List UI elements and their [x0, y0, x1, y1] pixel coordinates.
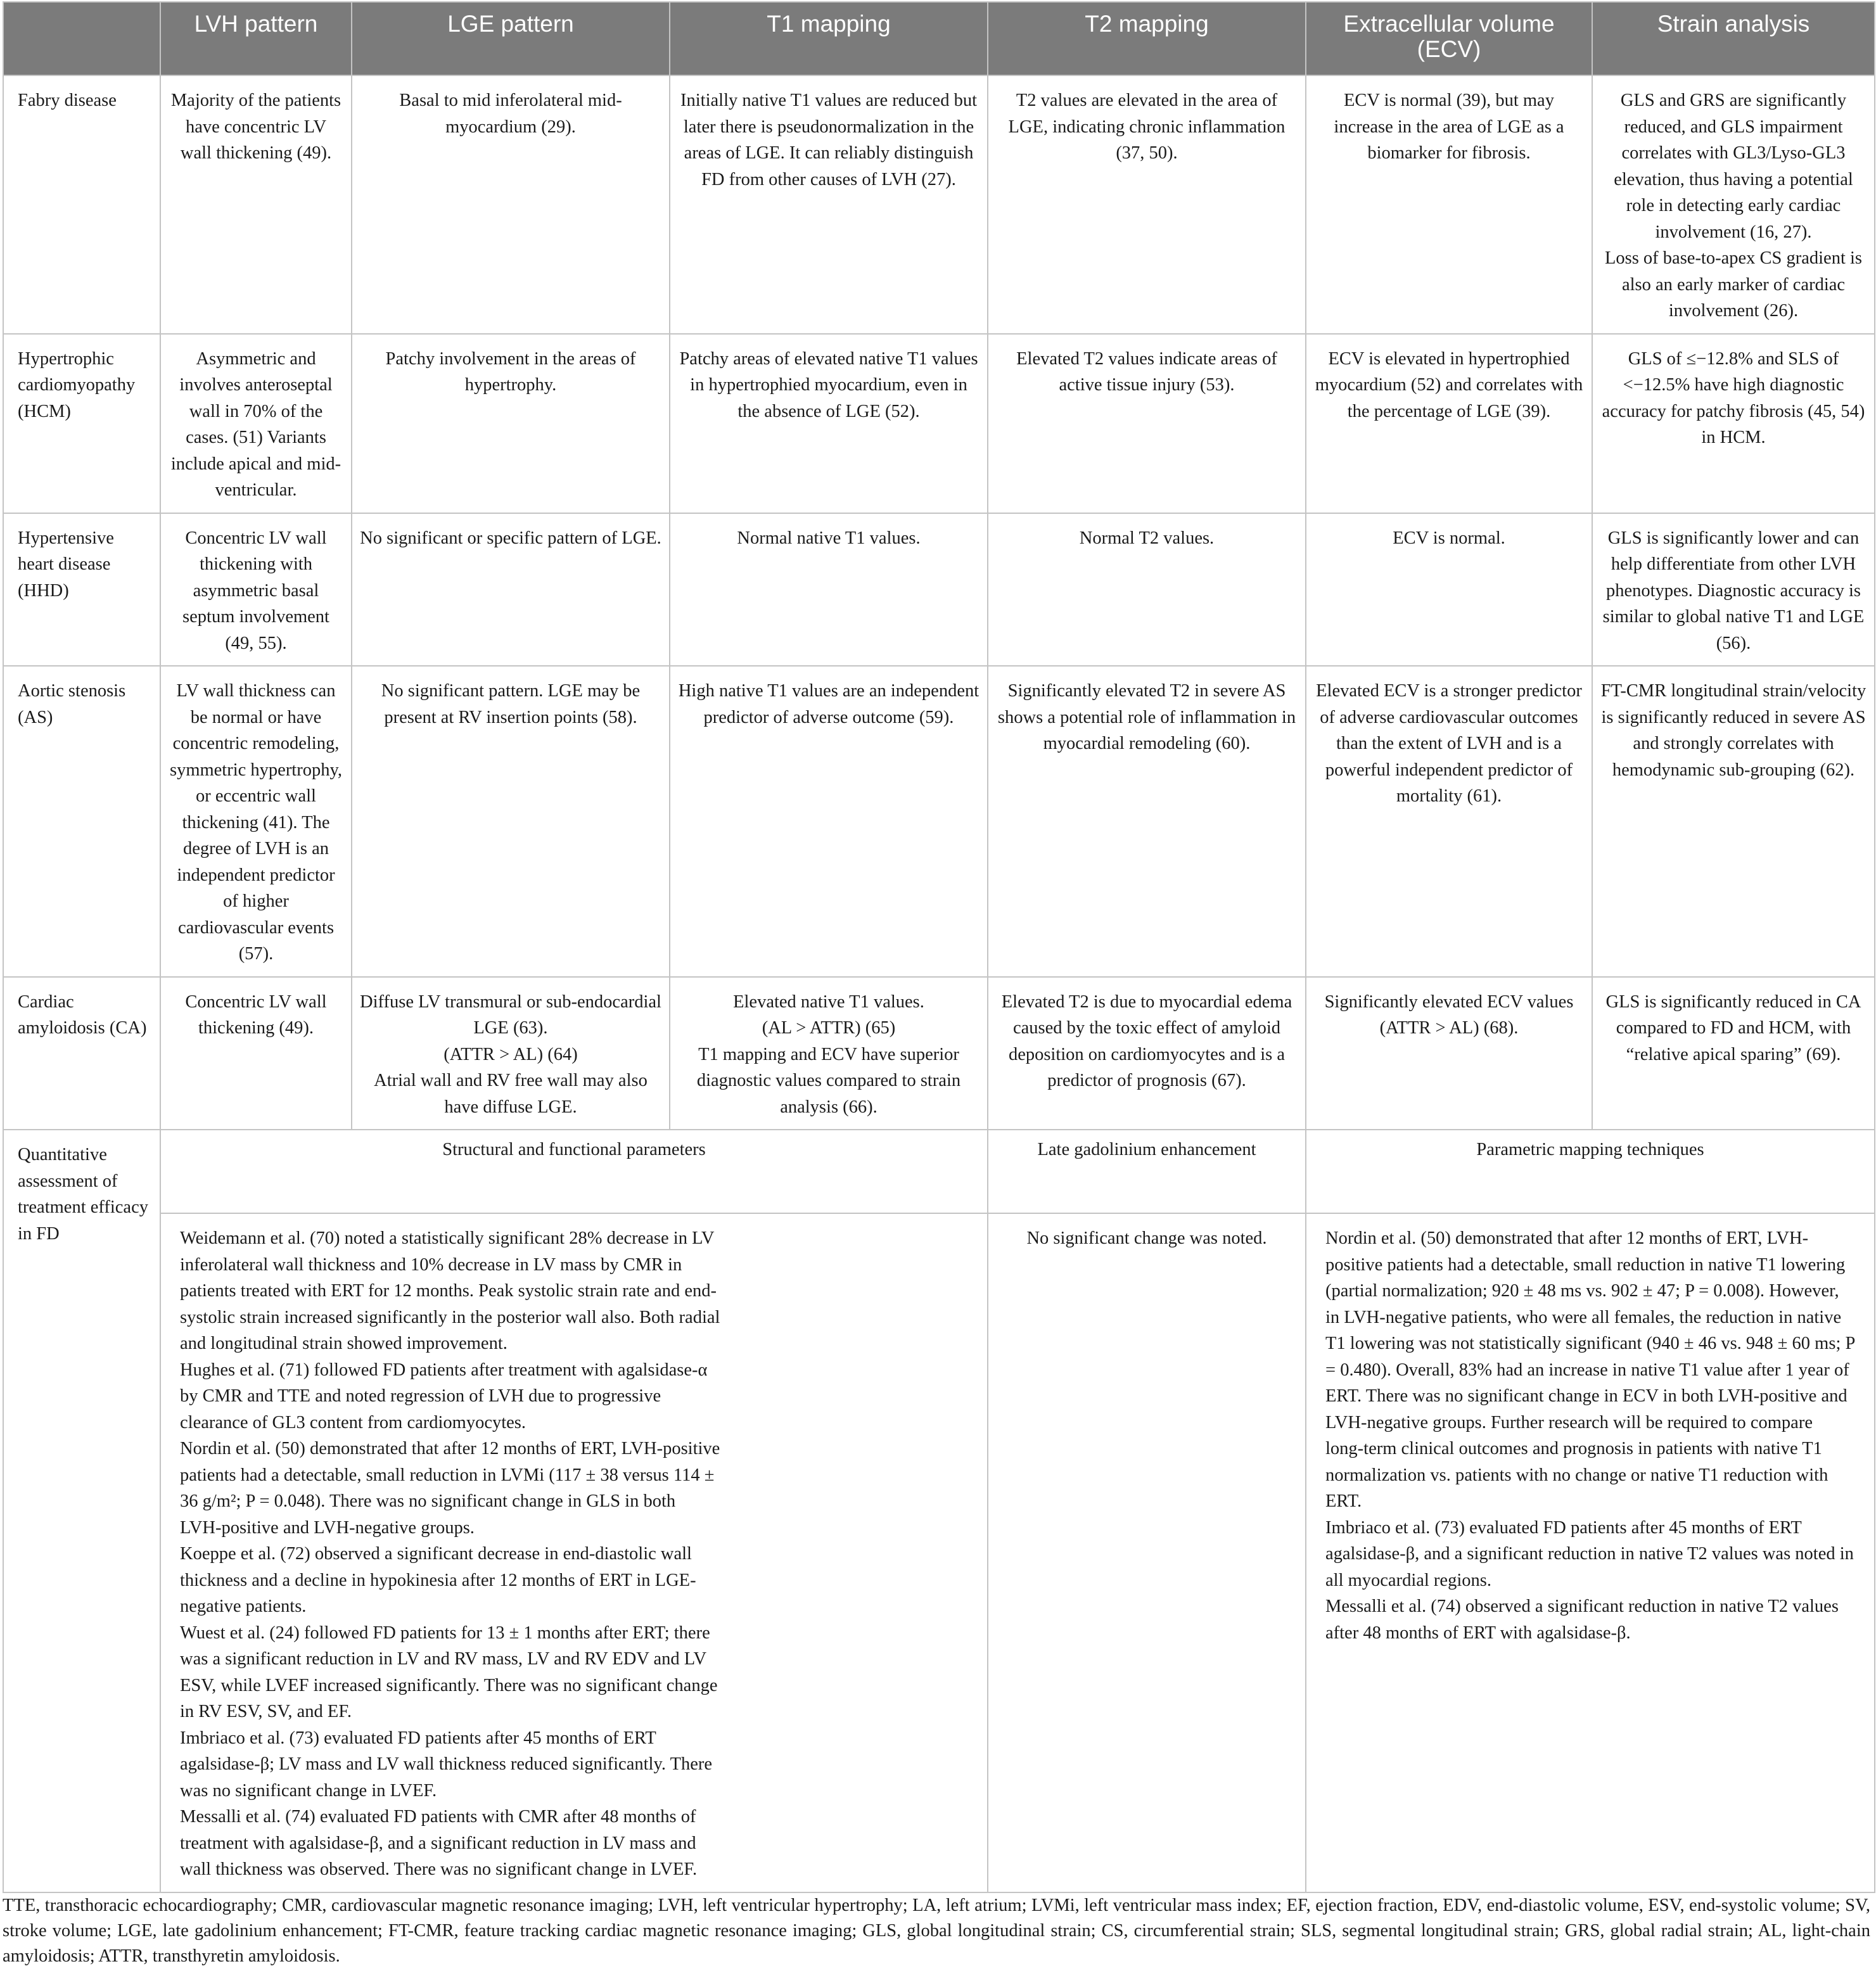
- cell-lge: No significant pattern. LGE may be present at RV insertion points (58).: [352, 666, 670, 977]
- cell-t1: [670, 977, 988, 1130]
- table-row-hhd: [3, 513, 1875, 667]
- cell-strain: GLS is significantly lower and can help differentiate from other LVH phenotypes. Diagnostic accuracy is similar to global native T1 and LGE (56).: [1592, 513, 1875, 667]
- cell-strain: FT-CMR longitudinal strain/velocity is significantly reduced in severe AS and strongly correlates with hemodynamic sub-grouping (62).: [1592, 666, 1875, 977]
- quant-lge: No significant change was noted.: [988, 1213, 1306, 1892]
- table-row-hcm: [3, 334, 1875, 513]
- cell-lge: Patchy involvement in the areas of hypertrophy.: [352, 334, 670, 513]
- cell-strain: [1592, 75, 1875, 334]
- cell-ecv: ECV is normal.: [1306, 513, 1592, 667]
- table-row-quant-body: [3, 1213, 1875, 1892]
- quant-head-mapping: Parametric mapping techniques: [1306, 1130, 1875, 1213]
- header-t1-mapping: T1 mapping: [670, 2, 988, 75]
- header-lvh-pattern: LVH pattern: [160, 2, 352, 75]
- cell-ecv: Significantly elevated ECV values (ATTR > AL) (68).: [1306, 977, 1592, 1130]
- table-row-ca: [3, 977, 1875, 1130]
- quant-mapping: [1306, 1213, 1875, 1892]
- row-label: Aortic stenosis (AS): [3, 666, 160, 977]
- cell-lge: Basal to mid inferolateral mid-myocardium (29).: [352, 75, 670, 334]
- cell-lge-p2: (ATTR > AL) (64): [443, 1044, 578, 1064]
- quant-mapping-p2: Imbriaco et al. (73) evaluated FD patients after 45 months of ERT agalsidase-β, and a significant reduction in native T2 values was noted in all myocardial regions.: [1325, 1517, 1854, 1590]
- cell-t2: Normal T2 values.: [988, 513, 1306, 667]
- quant-structural-p3: Nordin et al. (50) demonstrated that after 12 months of ERT, LVH-positive patients had a detectable, small reduction in LVMi (117 ± 38 versus 114 ± 36 g/m²; P = 0.048). There was no significant change in GLS in both LVH-positive and LVH-negative groups.: [180, 1439, 720, 1538]
- quant-structural: [160, 1213, 988, 1892]
- table-row-as: [3, 666, 1875, 977]
- header-blank: [3, 2, 160, 75]
- cell-lge: No significant or specific pattern of LGE.: [352, 513, 670, 667]
- cell-ecv: Elevated ECV is a stronger predictor of adverse cardiovascular outcomes than the extent of LVH and is a powerful independent predictor of mortality (61).: [1306, 666, 1592, 977]
- quant-head-lge: Late gadolinium enhancement: [988, 1130, 1306, 1213]
- row-label: Fabry disease: [3, 75, 160, 334]
- quant-structural-p4: Koeppe et al. (72) observed a significant decrease in end-diastolic wall thickness and a decline in hypokinesia after 12 months of ERT in LGE-negative patients.: [180, 1544, 696, 1616]
- cell-t1: Initially native T1 values are reduced but later there is pseudonormalization in the areas of LGE. It can reliably distinguish FD from other causes of LVH (27).: [670, 75, 988, 334]
- header-t2-mapping: T2 mapping: [988, 2, 1306, 75]
- row-label: Hypertrophic cardiomyopathy (HCM): [3, 334, 160, 513]
- table-row-quant-head: [3, 1130, 1875, 1213]
- cell-t1: High native T1 values are an independent predictor of adverse outcome (59).: [670, 666, 988, 977]
- header-lge-pattern: LGE pattern: [352, 2, 670, 75]
- table-footnote: TTE, transthoracic echocardiography; CMR, cardiovascular magnetic resonance imaging; LVH, left ventricular hypertrophy; LA, left atrium; LVMi, left ventricular mass index; EF, ejection fraction, EDV, end-diastolic volume, ESV, end-systolic volume; SV, stroke volume; LGE, late gadolinium enhancement; FT-CMR, feature tracking cardiac magnetic resonance imaging; GLS, global longitudinal strain; CS, circumferential strain; SLS, segmental longitudinal strain; GRS, global radial strain; AL, light-chain amyloidosis; ATTR, transthyretin amyloidosis.: [3, 1896, 1870, 1966]
- cell-ecv: ECV is elevated in hypertrophied myocardium (52) and correlates with the percentage of LGE (39).: [1306, 334, 1592, 513]
- cell-ecv: ECV is normal (39), but may increase in the area of LGE as a biomarker for fibrosis.: [1306, 75, 1592, 334]
- quant-mapping-p1: Nordin et al. (50) demonstrated that after 12 months of ERT, LVH-positive patients had a detectable, small reduction in native T1 lowering (partial normalization; 920 ± 48 ms vs. 902 ± 47; P = 0.008). However, in LVH-negative patients, who were all females, the reduction in native T1 lowering was not statistically significant (940 ± 46 vs. 948 ± 60 ms; P = 0.480). Overall, 83% had an increase in native T1 value after 1 year of ERT. There was no significant change in ECV in both LVH-positive and LVH-negative groups. Further research will be required to compare long-term clinical outcomes and prognosis in patients with native T1 normalization vs. patients with no change or native T1 reduction with ERT.: [1325, 1228, 1855, 1511]
- row-label-quant: Quantitative assessment of treatment efficacy in FD: [3, 1130, 160, 1892]
- cell-lvh: LV wall thickness can be normal or have concentric remodeling, symmetric hypertrophy, or eccentric wall thickening (41). The degree of LVH is an independent predictor of higher cardiovascular events (57).: [160, 666, 352, 977]
- cell-strain: GLS is significantly reduced in CA compared to FD and HCM, with “relative apical sparing” (69).: [1592, 977, 1875, 1130]
- header-strain-analysis: Strain analysis: [1592, 2, 1875, 75]
- row-label: Hypertensive heart disease (HHD): [3, 513, 160, 667]
- quant-structural-p7: Messalli et al. (74) evaluated FD patients with CMR after 48 months of treatment with agalsidase-β, and a significant reduction in LV mass and wall thickness was observed. There was no significant change in LVEF.: [180, 1807, 698, 1879]
- cell-lvh: Concentric LV wall thickening with asymmetric basal septum involvement (49, 55).: [160, 513, 352, 667]
- row-label: Cardiac amyloidosis (CA): [3, 977, 160, 1130]
- cell-t1-p2: (AL > ATTR) (65): [762, 1018, 896, 1038]
- cell-t1-p1: Elevated native T1 values.: [733, 992, 924, 1012]
- cell-t2: Significantly elevated T2 in severe AS shows a potential role of inflammation in myocardial remodeling (60).: [988, 666, 1306, 977]
- table-row-fabry: [3, 75, 1875, 334]
- quant-structural-p6: Imbriaco et al. (73) evaluated FD patients after 45 months of ERT agalsidase-β; LV mass and LV wall thickness reduced significantly. There was no significant change in LVEF.: [180, 1728, 713, 1801]
- cell-t2: Elevated T2 is due to myocardial edema caused by the toxic effect of amyloid deposition on cardiomyocytes and is a predictor of prognosis (67).: [988, 977, 1306, 1130]
- cell-t1: Patchy areas of elevated native T1 values in hypertrophied myocardium, even in the absence of LGE (52).: [670, 334, 988, 513]
- cell-t1-p3: T1 mapping and ECV have superior diagnostic values compared to strain analysis (66).: [696, 1044, 961, 1117]
- cell-lvh: Majority of the patients have concentric LV wall thickening (49).: [160, 75, 352, 334]
- cell-strain: GLS of ≤−12.8% and SLS of <−12.5% have high diagnostic accuracy for patchy fibrosis (45, 54) in HCM.: [1592, 334, 1875, 513]
- header-ecv: Extracellular volume (ECV): [1306, 2, 1592, 75]
- cell-t1: Normal native T1 values.: [670, 513, 988, 667]
- quant-structural-p5: Wuest et al. (24) followed FD patients for 13 ± 1 months after ERT; there was a significant reduction in LV and RV mass, LV and RV EDV and LV ESV, while LVEF increased significantly. There was no significant change in RV ESV, SV, and EF.: [180, 1623, 718, 1721]
- comparison-table: [3, 1, 1875, 1893]
- cell-lge-p3: Atrial wall and RV free wall may also have diffuse LGE.: [374, 1071, 648, 1117]
- cell-lge: [352, 977, 670, 1130]
- cell-strain-p1: GLS and GRS are significantly reduced, and GLS impairment correlates with GL3/Lyso-GL3 elevation, thus having a potential role in detecting early cardiac involvement (16, 27).: [1614, 91, 1853, 242]
- cell-lvh: Concentric LV wall thickening (49).: [160, 977, 352, 1130]
- quant-mapping-p3: Messalli et al. (74) observed a significant reduction in native T2 values after 48 months of ERT with agalsidase-β.: [1325, 1597, 1839, 1643]
- header-row: [3, 2, 1875, 75]
- cell-t2: T2 values are elevated in the area of LGE, indicating chronic inflammation (37, 50).: [988, 75, 1306, 334]
- quant-structural-p2: Hughes et al. (71) followed FD patients after treatment with agalsidase-α by CMR and TTE and noted regression of LVH due to progressive clearance of GL3 content from cardiomyocytes.: [180, 1360, 708, 1432]
- cell-lvh: Asymmetric and involves anteroseptal wall in 70% of the cases. (51) Variants include apical and mid-ventricular.: [160, 334, 352, 513]
- cell-strain-p2: Loss of base-to-apex CS gradient is also an early marker of cardiac involvement (26).: [1604, 248, 1863, 321]
- quant-head-structural: Structural and functional parameters: [160, 1130, 988, 1213]
- quant-structural-p1: Weidemann et al. (70) noted a statistically significant 28% decrease in LV inferolateral wall thickness and 10% decrease in LV mass by CMR in patients treated with ERT for 12 months. Peak systolic strain rate and end-systolic strain increased significantly in the posterior wall also. Both radial and longitudinal strain showed improvement.: [180, 1228, 720, 1353]
- cell-lge-p1: Diffuse LV transmural or sub-endocardial LGE (63).: [360, 992, 661, 1038]
- cell-t2: Elevated T2 values indicate areas of active tissue injury (53).: [988, 334, 1306, 513]
